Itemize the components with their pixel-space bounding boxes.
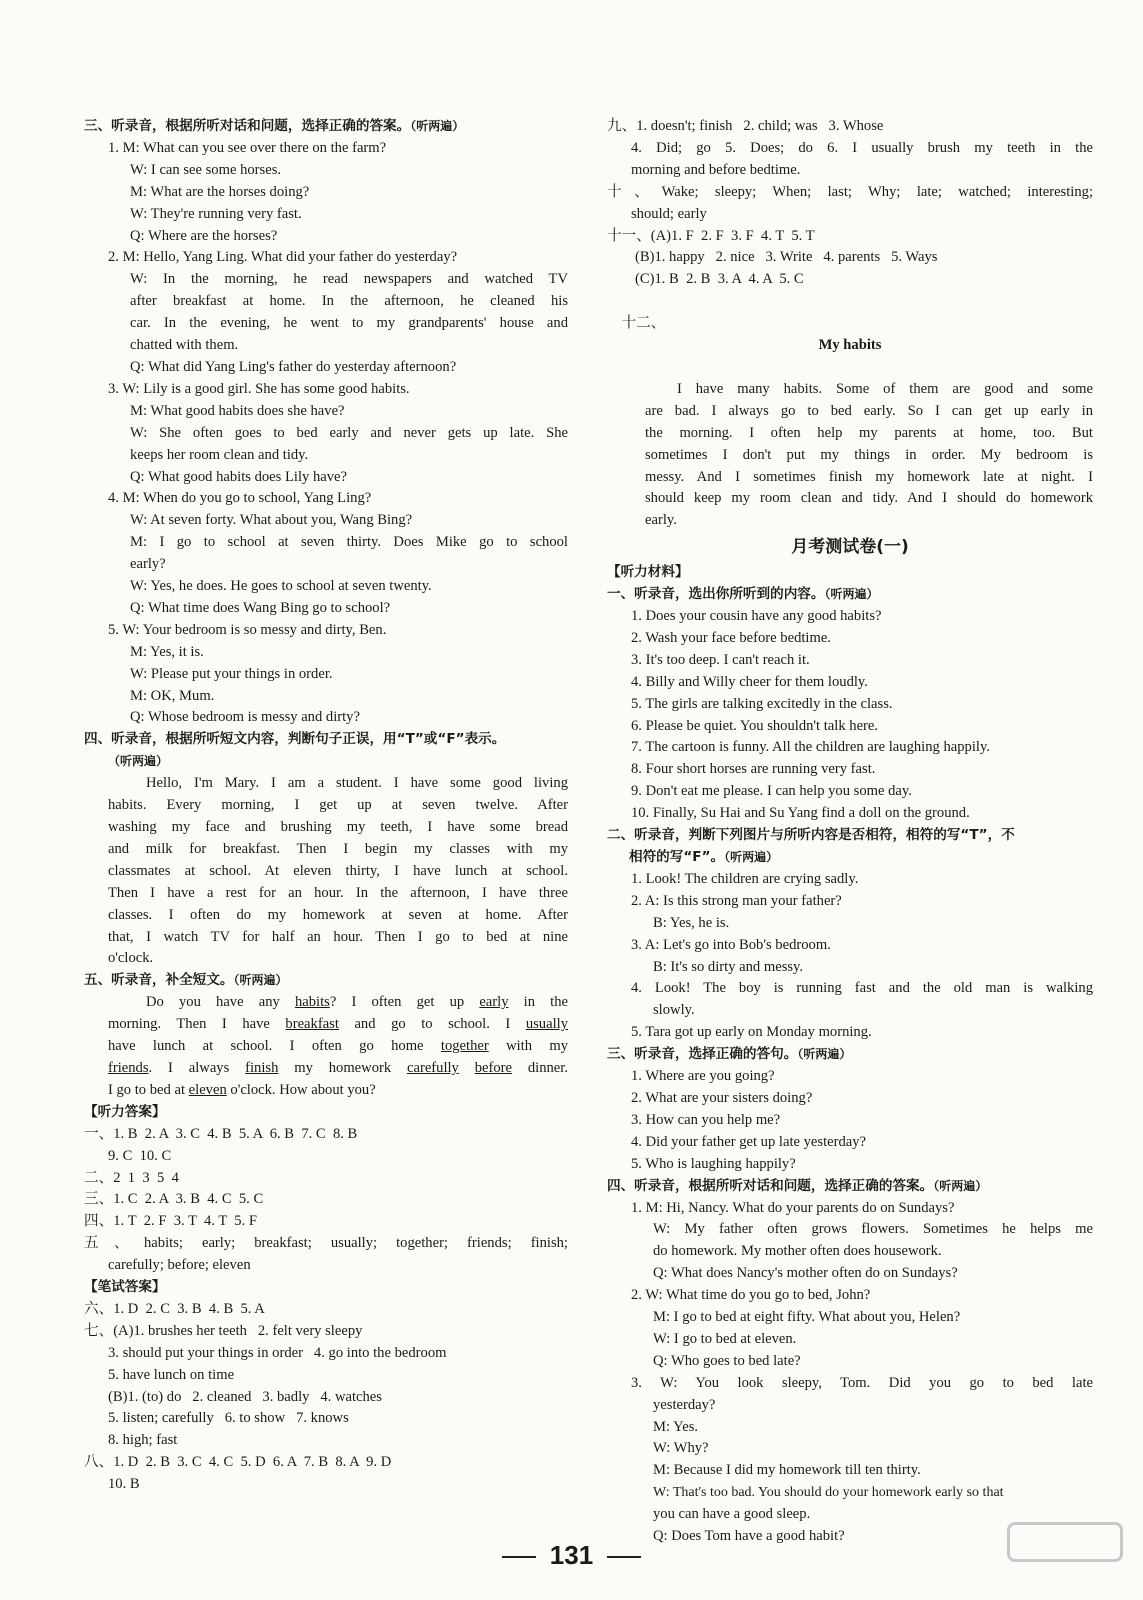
r1-line: 7. The cartoon is funny. All the children are laughing happily.: [631, 739, 990, 756]
footer-dash-left: [502, 1556, 536, 1558]
cloze-answer: habits: [294, 994, 330, 1011]
r1-line: 2. Wash your face before bedtime.: [631, 629, 831, 646]
answer-line: 十一、(A)1. F 2. F 3. F 4. T 5. T: [607, 227, 815, 244]
cloze-answer: before: [474, 1059, 512, 1076]
answer-line: 十、Wake; sleepy; When; last; Why; late; watched; interesting;: [607, 183, 1093, 200]
answer-line: 四、1. T 2. F 3. T 4. T 5. F: [84, 1213, 258, 1230]
answer-line: 九、1. doesn't; finish 2. child; was 3. Whose: [607, 118, 884, 134]
s3-line: car. In the evening, he went to my grandparents' house and: [130, 315, 568, 332]
r4-line: Q: What does Nancy's mother often do on Sundays?: [653, 1265, 958, 1282]
r4-line: W: I go to bed at eleven.: [653, 1330, 797, 1347]
answer-line: 六、1. D 2. C 3. B 4. B 5. A: [84, 1300, 265, 1317]
cloze-answer: friends: [108, 1059, 149, 1076]
s3-line: 1. M: What can you see over there on the farm?: [108, 139, 387, 156]
s3-line: Q: What did Yang Ling's father do yesterday afternoon?: [130, 358, 457, 375]
r4-line: W: Why?: [653, 1440, 709, 1457]
page-number: 131: [549, 1540, 594, 1570]
r4-line: do homework. My mother often does housework.: [653, 1243, 942, 1260]
r2-line: 5. Tara got up early on Monday morning.: [631, 1024, 872, 1041]
r2-title-continued: 相符的写“F”。（听两遍）: [629, 849, 779, 865]
s3-line: W: In the morning, he read newspapers and watched TV: [130, 271, 568, 288]
footer-dash-right: [607, 1556, 641, 1558]
cloze-text: [459, 1060, 475, 1076]
section-5-title: 五、听录音，补全短文。（听两遍）: [84, 972, 288, 989]
cloze-answer: breakfast: [285, 1016, 339, 1033]
essay-line: are bad. I always go to bed early. So I can get up early in: [645, 402, 1093, 419]
passage-line: Hello, I'm Mary. I am a student. I have some good living: [146, 775, 568, 792]
answer-line: should; early: [631, 205, 707, 222]
r3-line: 3. How can you help me?: [631, 1111, 781, 1128]
cloze-text: my homework: [278, 1059, 407, 1076]
r3-line: 2. What are your sisters doing?: [631, 1089, 813, 1106]
r1-line: 1. Does your cousin have any good habits?: [631, 608, 882, 625]
cloze-answer: early: [479, 994, 509, 1011]
answer-line: (B)1. happy 2. nice 3. Write 4. parents 5. Ways: [635, 249, 938, 266]
answer-line: 5. listen; carefully 6. to show 7. knows: [108, 1410, 349, 1427]
s3-line: after breakfast at home. In the afternoon, he cleaned his: [130, 293, 568, 310]
answer-line: 5. have lunch on time: [108, 1366, 235, 1383]
passage-line: classmates at school. At eleven thirty, I have lunch at school.: [108, 862, 568, 879]
answer-line: 三、1. C 2. A 3. B 4. C 5. C: [84, 1191, 264, 1208]
s3-line: early?: [130, 556, 166, 573]
cloze-text: Do you have any: [146, 994, 295, 1011]
s3-line: M: What good habits does she have?: [130, 402, 345, 419]
r1-line: 6. Please be quiet. You shouldn't talk here.: [631, 717, 879, 734]
cloze-passage: [84, 992, 568, 1102]
r4-line: M: I go to bed at eight fifty. What about you, Helen?: [653, 1309, 961, 1326]
passage-line: that, I watch TV for half an hour. Then I go to bed at nine: [108, 928, 568, 945]
r4-line: 2. W: What time do you go to bed, John?: [631, 1287, 871, 1304]
watermark-url: [953, 1570, 1123, 1588]
s3-line: Q: Where are the horses?: [130, 227, 278, 244]
s3-line: Q: What time does Wang Bing go to school?: [130, 599, 391, 616]
essay-line: the morning. I often help my parents at home, too. But: [645, 424, 1093, 441]
r3-title: 三、听录音，选择正确的答句。（听两遍）: [607, 1046, 852, 1063]
watermark-mark: [953, 1522, 1123, 1570]
s3-line: W: Please put your things in order.: [130, 665, 333, 682]
s3-line: M: Yes, it is.: [130, 643, 204, 660]
answer-line: 八、1. D 2. B 3. C 4. C 5. D 6. A 7. B 8. A 9. D: [84, 1454, 392, 1471]
r4-line: you can have a good sleep.: [653, 1506, 811, 1523]
r4-line: yesterday?: [653, 1396, 716, 1413]
r2-line: 4. Look! The boy is running fast and the old man is walking: [631, 980, 1093, 997]
cloze-text: . I always: [148, 1059, 246, 1076]
answer-line: 3. should put your things in order 4. go into the bedroom: [108, 1344, 447, 1361]
s3-line: W: She often goes to bed early and never gets up late. She: [130, 424, 568, 441]
s3-line: keeps her room clean and tidy.: [130, 446, 309, 463]
s3-line: Q: What good habits does Lily have?: [130, 468, 347, 485]
r4-line: W: My father often grows flowers. Sometimes he helps me: [653, 1221, 1093, 1238]
passage-line: habits. Every morning, I get up at seven twelve. After: [108, 797, 568, 814]
cloze-answer: together: [440, 1038, 489, 1055]
cloze-line: [84, 992, 568, 1014]
s3-line: W: I can see some horses.: [130, 161, 282, 178]
r3-line: 5. Who is laughing happily?: [631, 1155, 796, 1172]
s3-line: M: What are the horses doing?: [130, 183, 310, 200]
section-3-title: 三、听录音，根据所听对话和问题，选择正确的答案。（听两遍）: [84, 118, 465, 134]
s3-line: M: OK, Mum.: [130, 687, 215, 704]
cloze-text: have lunch at school. I often go home: [108, 1038, 441, 1055]
r4-line: M: Because I did my homework till ten thirty.: [653, 1462, 921, 1479]
answer-line: 10. B: [108, 1476, 140, 1493]
cloze-text: o'clock. How about you?: [226, 1081, 376, 1098]
watermark-logo: [953, 1522, 1123, 1578]
cloze-answer: carefully: [407, 1059, 459, 1076]
r4-line: Q: Who goes to bed late?: [653, 1352, 801, 1369]
s3-line: 2. M: Hello, Yang Ling. What did your father do yesterday?: [108, 249, 458, 266]
r4-line: 1. M: Hi, Nancy. What do your parents do on Sundays?: [631, 1199, 955, 1216]
passage-line: washing my face and brushing my teeth, I have some bread: [108, 819, 568, 835]
answer-line: (B)1. (to) do 2. cleaned 3. badly 4. watches: [108, 1388, 382, 1405]
passage-line: and milk for breakfast. Then I begin my classes with my: [108, 840, 568, 857]
r1-line: 4. Billy and Willy cheer for them loudly.: [631, 673, 868, 690]
cloze-text: and go to school. I: [338, 1016, 526, 1033]
cloze-text: in the: [508, 994, 568, 1011]
cloze-answer: eleven: [188, 1081, 227, 1098]
r2-line: 3. A: Let's go into Bob's bedroom.: [631, 936, 831, 953]
r2-line: B: Yes, he is.: [653, 914, 730, 931]
answer-line: 8. high; fast: [108, 1432, 178, 1449]
s3-line: W: They're running very fast.: [130, 205, 302, 222]
cloze-line: [84, 1036, 568, 1058]
r2-line: slowly.: [653, 1002, 695, 1019]
s3-line: 5. W: Your bedroom is so messy and dirty, Ben.: [108, 621, 387, 638]
s3-line: M: I go to school at seven thirty. Does Mike go to school: [130, 534, 568, 551]
cloze-text: dinner.: [512, 1059, 568, 1076]
listening-answers-label: 【听力答案】: [84, 1103, 166, 1120]
cloze-line: [84, 1014, 568, 1036]
passage-line: Then I have a rest for an hour. In the afternoon, I have three: [108, 884, 568, 901]
r3-line: 1. Where are you going?: [631, 1068, 775, 1085]
answer-line: 4. Did; go 5. Does; do 6. I usually brush my teeth in the: [631, 139, 1093, 156]
answer-line: 七、(A)1. brushes her teeth 2. felt very sleepy: [84, 1322, 363, 1339]
essay-line: I have many habits. Some of them are good and some: [677, 380, 1093, 397]
cloze-line: [84, 1080, 568, 1102]
r1-line: 8. Four short horses are running very fast.: [631, 761, 876, 778]
s3-line: 4. M: When do you go to school, Yang Ling?: [108, 490, 372, 507]
r2-title: 二、听录音，判断下列图片与所听内容是否相符，相符的写“T”，不: [607, 827, 1015, 844]
written-answers-label: 【笔试答案】: [84, 1279, 166, 1296]
section-12-label: 十二、: [621, 315, 666, 332]
s3-line: chatted with them.: [130, 337, 239, 354]
passage-line: classes. I often do my homework at seven at home. After: [108, 906, 568, 923]
r1-line: 9. Don't eat me please. I can help you some day.: [631, 783, 912, 800]
r2-line: 2. A: Is this strong man your father?: [631, 892, 842, 909]
r4-title: 四、听录音，根据所听对话和问题，选择正确的答案。（听两遍）: [607, 1177, 988, 1194]
cloze-text: I go to bed at: [108, 1081, 189, 1098]
s3-line: 3. W: Lily is a good girl. She has some good habits.: [108, 380, 410, 397]
essay-line: should keep my room clean and tidy. And I should do homework: [645, 490, 1093, 507]
s3-line: Q: Whose bedroom is messy and dirty?: [130, 709, 360, 726]
r4-line: Q: Does Tom have a good habit?: [653, 1528, 845, 1545]
r1-line: 10. Finally, Su Hai and Su Yang find a doll on the ground.: [631, 805, 970, 822]
cloze-text: ? I often get up: [329, 994, 480, 1011]
r4-line: W: That's too bad. You should do your homework early so that: [653, 1485, 1004, 1501]
answer-line: carefully; before; eleven: [108, 1257, 251, 1274]
cloze-text: morning. Then I have: [108, 1016, 286, 1033]
r4-line: M: Yes.: [653, 1418, 699, 1435]
essay-line: early.: [645, 512, 677, 529]
section-4-note: （听两遍）: [108, 754, 169, 769]
answer-line: 一、1. B 2. A 3. C 4. B 5. A 6. B 7. C 8. B: [84, 1125, 358, 1142]
materials-label: 【听力材料】: [607, 564, 689, 581]
r3-line: 4. Did your father get up late yesterday?: [631, 1133, 867, 1150]
cloze-line: [84, 1058, 568, 1080]
passage-line: o'clock.: [108, 950, 154, 967]
left-column: [84, 116, 568, 1496]
r2-line: 1. Look! The children are crying sadly.: [631, 870, 859, 887]
answer-line: (C)1. B 2. B 3. A 4. A 5. C: [635, 271, 804, 288]
cloze-answer: usually: [525, 1016, 568, 1033]
cloze-answer: finish: [245, 1059, 279, 1076]
r4-line: 3. W: You look sleepy, Tom. Did you go to bed late: [631, 1374, 1093, 1391]
exam-title: 月考测试卷(一): [791, 537, 909, 558]
s3-line: W: Yes, he does. He goes to school at seven twenty.: [130, 578, 432, 595]
s3-line: W: At seven forty. What about you, Wang Bing?: [130, 512, 413, 529]
essay-header: [607, 291, 1093, 379]
answer-line: 五、habits; early; breakfast; usually; together; friends; finish;: [84, 1235, 568, 1252]
r1-title: 一、听录音，选出你所听到的内容。（听两遍）: [607, 586, 879, 603]
essay-line: messy. And I sometimes finish my homework late at night. I: [645, 468, 1093, 485]
answer-line: morning and before bedtime.: [631, 161, 801, 178]
essay-line: sometimes I don't put my things in order. My bedroom is: [645, 446, 1093, 463]
cloze-text: with my: [488, 1038, 568, 1055]
r2-line: B: It's so dirty and messy.: [653, 958, 804, 975]
r1-line: 5. The girls are talking excitedly in the class.: [631, 695, 893, 712]
essay-title: My habits: [818, 337, 882, 354]
right-column: [607, 116, 1093, 1548]
section-4-title: 四、听录音，根据所听短文内容，判断句子正误，用“T”或“F”表示。: [84, 731, 506, 748]
r1-line: 3. It's too deep. I can't reach it.: [631, 651, 810, 668]
answer-line: 二、2 1 3 5 4: [84, 1169, 179, 1186]
answer-line: 9. C 10. C: [108, 1147, 172, 1164]
